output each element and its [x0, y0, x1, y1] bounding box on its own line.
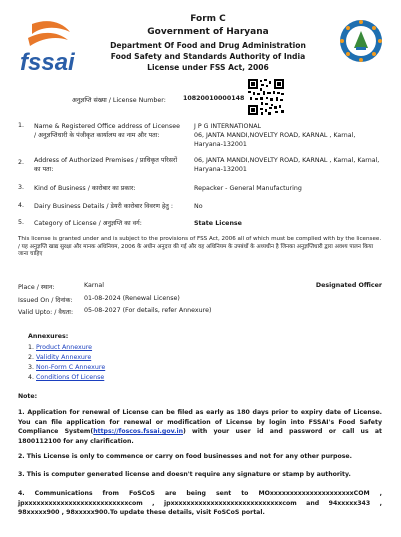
annexure-item — [28, 373, 328, 383]
annexures-title: Annexures: — [28, 333, 69, 340]
row-label: Dairy Business Details / डेयरी कारोबार विवरण हेतु : — [34, 203, 174, 210]
note-1-text-end: ) with your user id and password or call us at 1800112100 for any clarification. — [18, 428, 382, 445]
row-number: 2. — [18, 159, 25, 166]
form-title: Form C — [190, 14, 226, 24]
row-number: 5. — [18, 219, 25, 226]
svg-text:fssai: fssai — [20, 49, 75, 76]
annexures-section — [28, 333, 328, 383]
row-value: State License — [194, 220, 242, 227]
government-title: Government of Haryana — [147, 27, 269, 37]
license-number-label: अनुज्ञप्ति संख्या / License Number: — [72, 97, 166, 104]
department-title: Department Of Food and Drug Administration — [110, 41, 306, 50]
row-value: Repacker - General Manufacturing — [194, 185, 302, 192]
place-value: Karnal — [84, 282, 104, 289]
validity-annexure-link[interactable]: Validity Annexure — [36, 354, 92, 361]
row-label: Address of Authorized Premises / प्राधिकृत परिसरों का पता: — [34, 157, 178, 173]
note-item-purpose: 2. This License is only to commence or carry on food businesses and not for any other purpose. — [18, 453, 352, 460]
row-number: 4. — [18, 202, 25, 209]
row-label: Name & Registered Office address of Licensee / अनुज्ञप्तिधारी के पंजीकृत कार्यालय का नाम और पता: — [34, 123, 180, 139]
annexure-item — [28, 343, 328, 353]
note-item-computer-generated: 3. This is computer generated license and doesn't require any signature or stamp by authority. — [18, 471, 351, 478]
annexure-number: 3. — [28, 364, 35, 371]
foscos-link[interactable]: https://foscos.fssai.gov.in — [93, 428, 183, 436]
notes-title: Note: — [18, 393, 38, 400]
haryana-emblem-icon — [338, 18, 384, 64]
note-item-communications: 4. Communications from FoSCoS are being sent to MOxxxxxxxxxxxxxxxxxxxxxCOM , jpxxxxxxxxxxxxxxxxxxxxxxxxxxcom , jpxxxxxxxxxxxxxxxxxxxxxxxxxxxxcom and 94xxxxx343 , 98xxxxx900 , 98xxxxx900.To update these details, visit FoSCoS portal. — [18, 490, 382, 517]
non-form-c-annexure-link[interactable]: Non-Form C Annexure — [36, 364, 106, 371]
place-label: Place / स्थान: — [18, 284, 55, 291]
annexure-number: 2. — [28, 354, 35, 361]
designated-officer-label: Designated Officer — [315, 282, 382, 289]
row-label: Kind of Business / कारोबार का प्रकार: — [34, 185, 136, 192]
note-1-text: 1. Application for renewal of License can be filed as early as 180 days prior to expiry date of License. You can file application for renewal or modification of License by login into FSSAI's Food Safety Compliance System( — [18, 409, 382, 436]
row-number: 3. — [18, 184, 25, 191]
fssai-logo — [18, 18, 76, 80]
row-value: J P G INTERNATIONAL 06, JANTA MANDI,NOVELTY ROAD, KARNAL , Karnal, Haryana-132001 — [194, 123, 356, 148]
license-act-title: License under FSS Act, 2006 — [147, 63, 269, 72]
issued-on-label: Issued On / दिनांक: — [18, 297, 73, 304]
row-value: No — [194, 203, 203, 210]
valid-upto-label: Valid Upto: / वैधता: — [18, 309, 74, 316]
conditions-of-license-link[interactable]: Conditions Of License — [36, 374, 105, 381]
grant-note: This license is granted under and is subject to the provisions of FSS Act, 2006 all of which must be complied with by the licensee. / यह अनुज्ञप्ति खाद्य सुरक्षा और मानक अधिनियम, 2006 के अधीन अनुदत्त की गई और वह अधिनियम के उपबंधों के अध्यधीन है जिनका अनुज्ञप्तिधारी द्वारा अवश्य पालन किया जाना चाहिए — [18, 236, 382, 257]
valid-upto-value: 05-08-2027 (For details, refer Annexure) — [84, 307, 212, 314]
row-value: 06, JANTA MANDI,NOVELTY ROAD, KARNAL , Karnal, Karnal, Haryana-132001 — [194, 157, 380, 173]
qr-code-icon — [248, 79, 284, 115]
authority-title: Food Safety and Standards Authority of India — [110, 52, 306, 61]
issued-on-value: 01-08-2024 (Renewal License) — [84, 295, 180, 302]
row-number: 1. — [18, 122, 25, 129]
annexure-item — [28, 353, 328, 363]
annexure-number: 4. — [28, 374, 35, 381]
product-annexure-link[interactable]: Product Annexure — [36, 344, 93, 351]
notes-section — [18, 393, 382, 517]
row-label: Category of License / अनुज्ञप्ति का वर्ग: — [34, 220, 142, 227]
annexure-item — [28, 363, 328, 373]
note-item-renewal — [18, 408, 382, 446]
license-number-value: 10820010000148 — [183, 95, 245, 102]
annexure-number: 1. — [28, 344, 35, 351]
